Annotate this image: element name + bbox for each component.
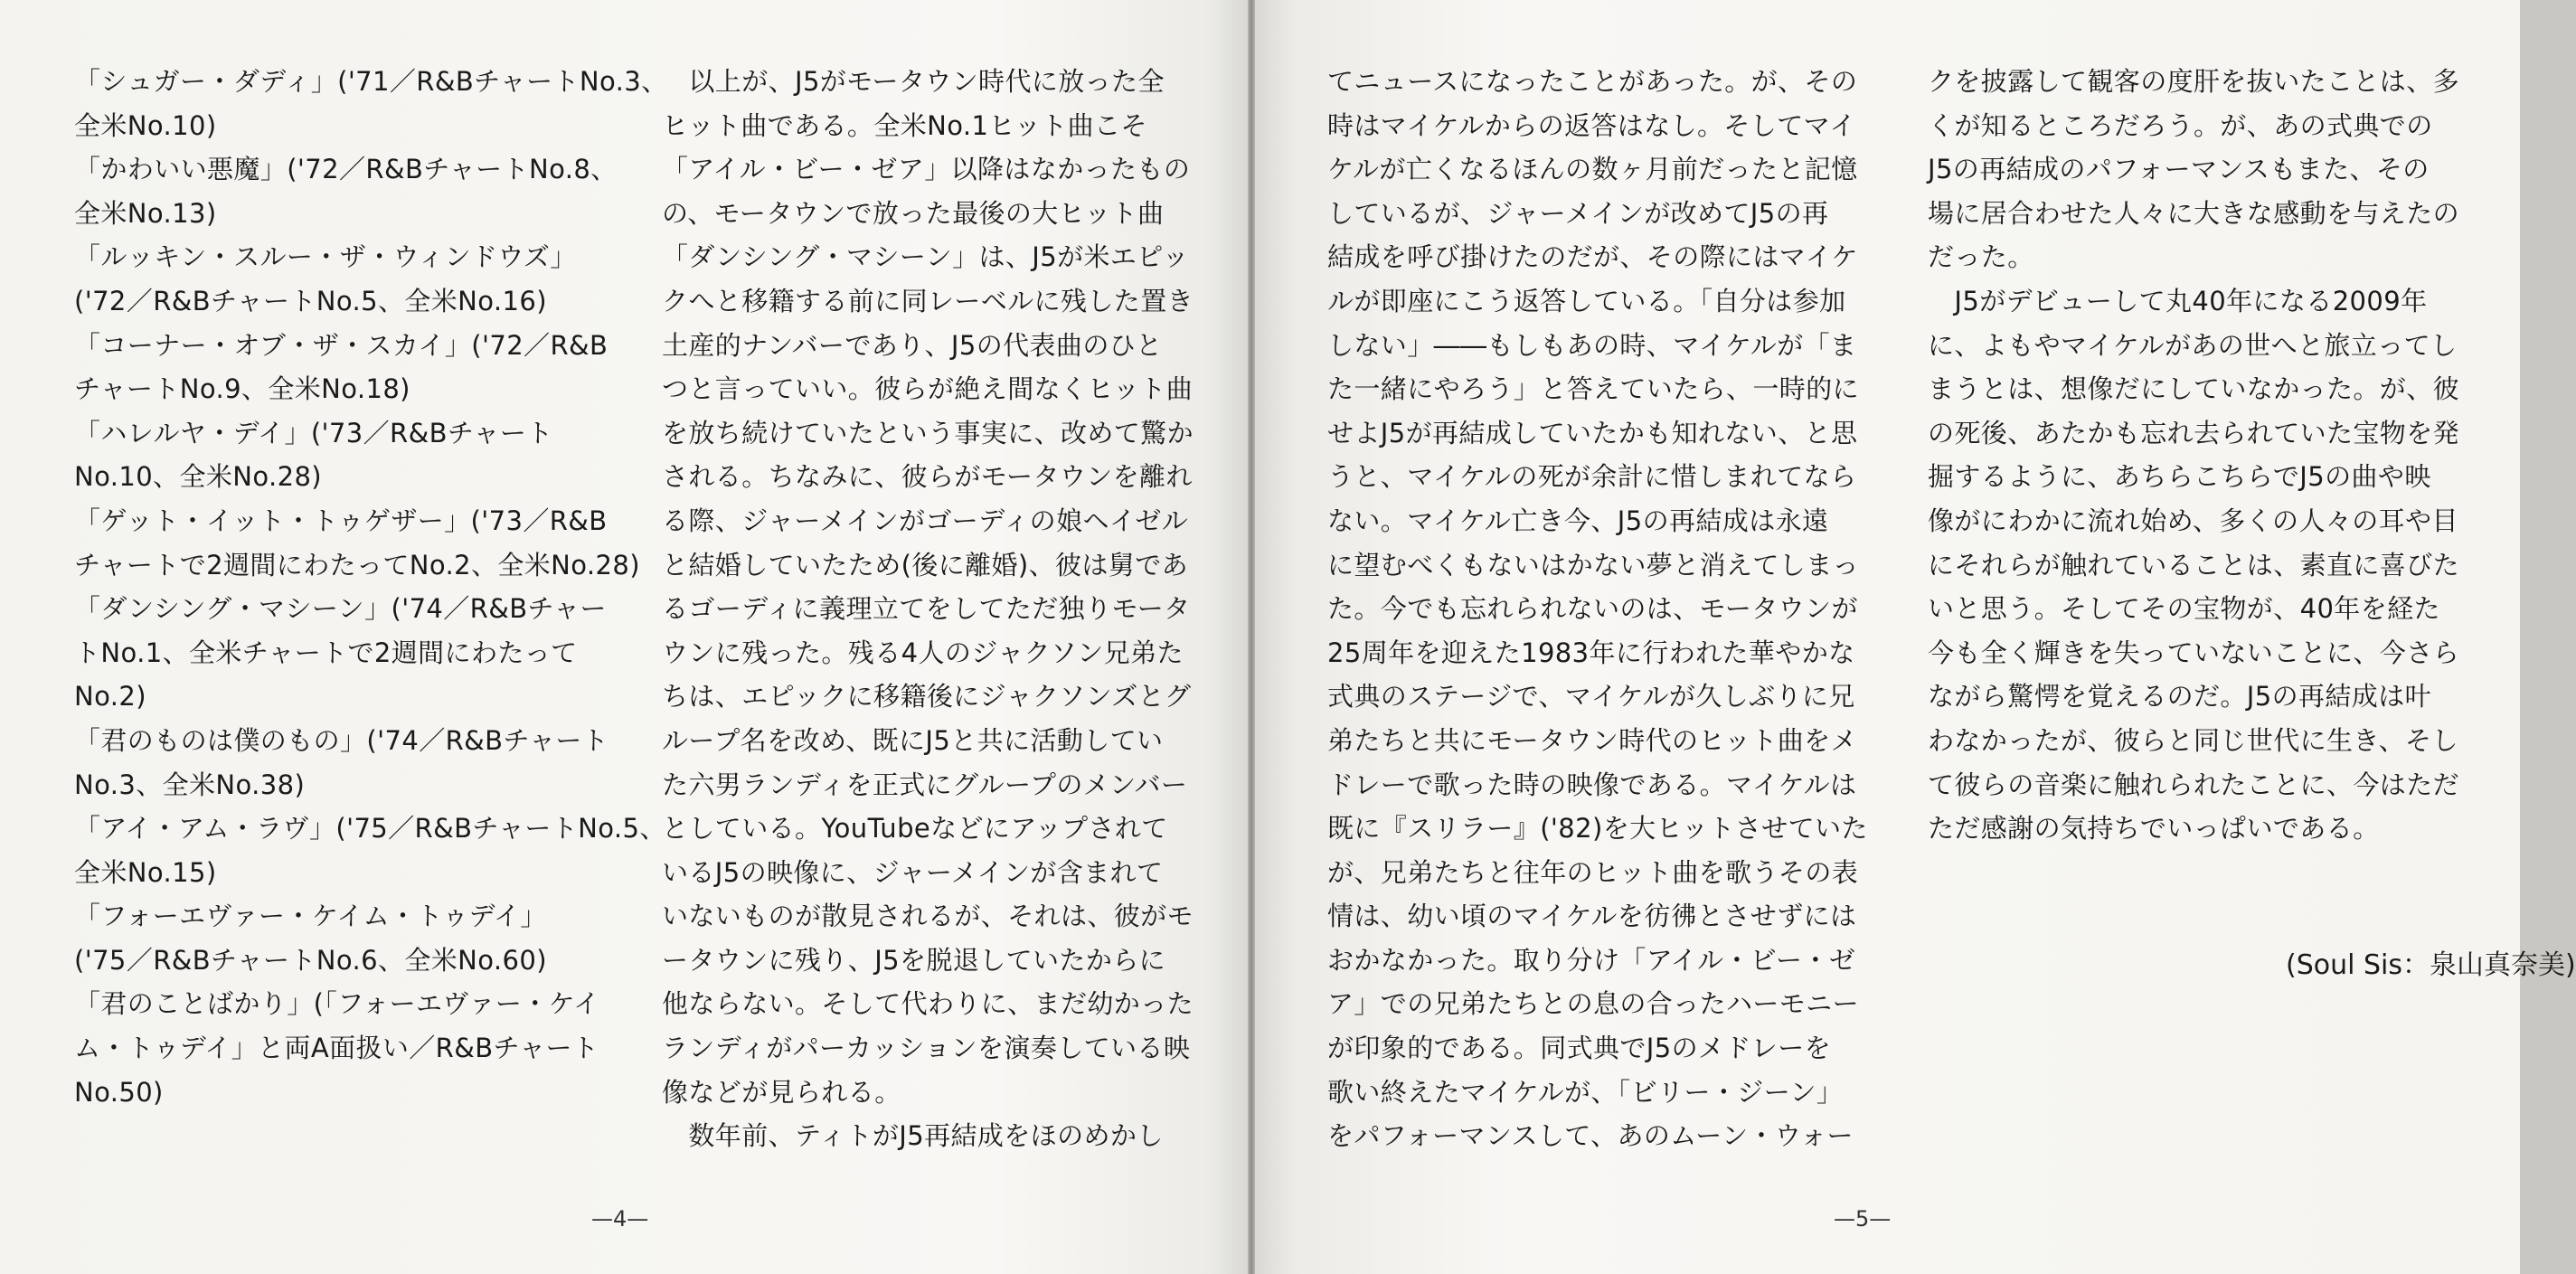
text-line: を放ち続けていたという事実に、改めて驚か [662,417,1194,448]
text-line: 結成を呼び掛けたのだが、その際にはマイケ [1327,241,1858,273]
text-line: と結婚していたため(後に離婚)、彼は舅であ [662,549,1189,580]
text-line: 「ダンシング・マシーン」は、J5が米エピッ [662,241,1189,273]
text-line: 「君のものは僕のもの」('74／R&Bチャート [74,724,609,756]
text-line: せよJ5が再結成していたかも知れない、と思 [1327,417,1858,448]
text-line: 25周年を迎えた1983年に行われた華やかな [1327,637,1855,668]
text-line: 「フォーエヴァー・ケイム・トゥデイ」 [74,901,547,932]
text-line: 「アイル・ビー・ゼア」以降はなかったもの [662,154,1191,185]
text-line: ちは、エピックに移籍後にジャクソンズとグ [662,681,1192,712]
text-line: 「ハレルヤ・デイ」('73／R&Bチャート [74,417,553,448]
text-line: 「君のことばかり」(「フォーエヴァー・ケイ [74,988,600,1020]
text-line: ('72／R&BチャートNo.5、全米No.16) [74,285,547,316]
text-line: が、兄弟たちと往年のヒット曲を歌うその表 [1327,856,1859,888]
page-number-left: —4— [591,1206,649,1232]
text-line: 以上が、J5がモータウン時代に放った全 [662,66,1165,97]
right-page-column-2 [1928,60,2479,851]
text-line: J5の再結成のパフォーマンスもまた、その [1928,154,2430,185]
text-line: ータウンに残り、J5を脱退していたからに [662,944,1166,976]
text-line: ループ名を改め、既にJ5と共に活動してい [662,724,1164,756]
text-line: 「コーナー・オブ・ザ・スカイ」('72／R&B [74,329,609,361]
text-line: に、よもやマイケルがあの世へと旅立ってし [1928,329,2458,361]
text-line: 歌い終えたマイケルが、「ビリー・ジーン」 [1327,1076,1844,1108]
text-line: ヒット曲である。全米No.1ヒット曲こそ [662,109,1147,141]
text-line: 式典のステージで、マイケルが久しぶりに兄 [1327,681,1855,712]
text-line: しているが、ジャーメインが改めてJ5の再 [1327,197,1829,229]
text-line: くが知るところだろう。が、あの式典での [1928,109,2433,141]
text-line: 弟たちと共にモータウン時代のヒット曲をメ [1327,724,1857,756]
text-line: ケルが亡くなるほんの数ヶ月前だったと記憶 [1327,154,1858,185]
text-line: まうとは、想像だにしていなかった。が、彼 [1928,373,2460,405]
text-line: される。ちなみに、彼らがモータウンを離れ [662,461,1193,493]
text-line: チャートで2週間にわたってNo.2、全米No.28) [74,549,640,580]
page-number-right: —5— [1834,1206,1892,1232]
text-line: 「シュガー・ダディ」('71／R&BチャートNo.3、 [74,66,668,97]
text-line: ルが即座にこう返答している。「自分は参加 [1327,285,1846,316]
text-line: 全米No.10) [74,109,217,141]
text-line: ない。マイケル亡き今、J5の再結成は永遠 [1327,505,1829,536]
text-line: 像などが見られる。 [662,1076,901,1108]
text-line: 全米No.15) [74,856,217,888]
text-line: No.3、全米No.38) [74,769,306,800]
text-line: いるJ5の映像に、ジャーメインが含まれて [662,856,1164,888]
text-line: クへと移籍する前に同レーベルに残した置き [662,285,1194,316]
text-line: トNo.1、全米チャートで2週間にわたって [74,637,578,668]
text-line: 土産的ナンバーであり、J5の代表曲のひと [662,329,1163,361]
text-line: 今も全く輝きを失っていないことに、今さら [1928,637,2460,668]
text-line: ('75／R&BチャートNo.6、全米No.60) [74,944,547,976]
text-line: 「かわいい悪魔」('72／R&BチャートNo.8、 [74,154,618,185]
text-line: いと思う。そしてその宝物が、40年を経た [1928,593,2440,625]
text-line: つと言っていい。彼らが絶え間なくヒット曲 [662,373,1194,405]
text-line: ただ感謝の気持ちでいっぱいである。 [1928,813,2380,845]
text-line: いないものが散見されるが、それは、彼がモ [662,901,1194,932]
text-line: 「ルッキン・スルー・ザ・ウィンドウズ」 [74,241,577,273]
text-line: てニュースになったことがあった。が、その [1327,66,1858,97]
text-line: 時はマイケルからの返答はなし。そしてマイ [1327,109,1856,141]
text-line: た。今でも忘れられないのは、モータウンが [1327,593,1858,625]
book-gutter [1248,0,1255,1274]
text-line: No.2) [74,681,146,712]
text-line: る際、ジャーメインがゴーディの娘ヘイゼル [662,505,1189,536]
text-line: の死後、あたかも忘れ去られていた宝物を発 [1928,417,2460,448]
text-line: た六男ランディを正式にグループのメンバー [662,769,1188,800]
text-line: No.50) [74,1076,164,1108]
author-signature: (Soul Sis：泉山真奈美) [2286,949,2576,981]
text-line: クを披露して観客の度肝を抜いたことは、多 [1928,66,2460,97]
text-line: 既に『スリラー』('82)を大ヒットさせていた [1327,813,1868,845]
text-line: わなかったが、彼らと同じ世代に生き、そし [1928,724,2458,756]
text-line: るゴーディに義理立てをしてただ独りモータ [662,593,1191,625]
text-line: 「ゲット・イット・トゥゲザー」('73／R&B [74,505,608,536]
right-page-column-1 [1327,60,1868,1158]
left-page-column-1 [74,60,668,1114]
text-line: にそれらが触れていることは、素直に喜びた [1928,549,2460,580]
text-line: 全米No.13) [74,197,217,229]
text-line: しない」――もしもあの時、マイケルが「ま [1327,329,1857,361]
left-page-column-2 [662,60,1204,1158]
text-line: ウンに残った。残る4人のジャクソン兄弟た [662,637,1184,668]
text-line: 場に居合わせた人々に大きな感動を与えたの [1928,197,2460,229]
text-line: ドレーで歌った時の映像である。マイケルは [1327,769,1857,800]
text-line: うと、マイケルの死が余計に惜しまれてなら [1327,461,1857,493]
text-line: J5がデビューして丸40年になる2009年 [1928,285,2428,316]
text-line: 像がにわかに流れ始め、多くの人々の耳や目 [1928,505,2458,536]
right-page [1255,0,2576,1274]
text-line: て彼らの音楽に触れられたことに、今はただ [1928,769,2460,800]
text-line: をパフォーマンスして、あのムーン・ウォー [1327,1120,1854,1152]
text-line: た一緒にやろう」と答えていたら、一時的に [1327,373,1860,405]
text-line: が印象的である。同式典でJ5のメドレーを [1327,1033,1832,1064]
text-line: の、モータウンで放った最後の大ヒット曲 [662,197,1165,229]
text-line: 数年前、ティトがJ5再結成をほのめかし [662,1120,1164,1152]
text-line: 「アイ・アム・ラヴ」('75／R&BチャートNo.5、 [74,813,666,845]
text-line: 掘するように、あちらこちらでJ5の曲や映 [1928,461,2431,493]
text-line: としている。YouTubeなどにアップされて [662,813,1168,845]
left-page [0,0,1248,1274]
text-line: 「ダンシング・マシーン」('74／R&Bチャー [74,593,607,625]
text-line: No.10、全米No.28) [74,461,323,493]
text-line: 情は、幼い頃のマイケルを彷彿とさせずには [1327,901,1857,932]
text-line: ながら驚愕を覚えるのだ。J5の再結成は叶 [1928,681,2432,712]
text-line: ア」での兄弟たちとの息の合ったハーモニー [1327,988,1860,1020]
text-line: おかなかった。取り分け「アイル・ビー・ゼ [1327,944,1856,976]
text-line: 他ならない。そして代わりに、まだ幼かった [662,988,1194,1020]
text-line: だった。 [1928,241,2034,273]
text-line: に望むべくもないはかない夢と消えてしまっ [1327,549,1860,580]
text-line: ム・トゥデイ」と両A面扱い／R&Bチャート [74,1033,599,1064]
text-line: チャートNo.9、全米No.18) [74,373,410,405]
text-line: ランディがパーカッションを演奏している映 [662,1033,1191,1064]
